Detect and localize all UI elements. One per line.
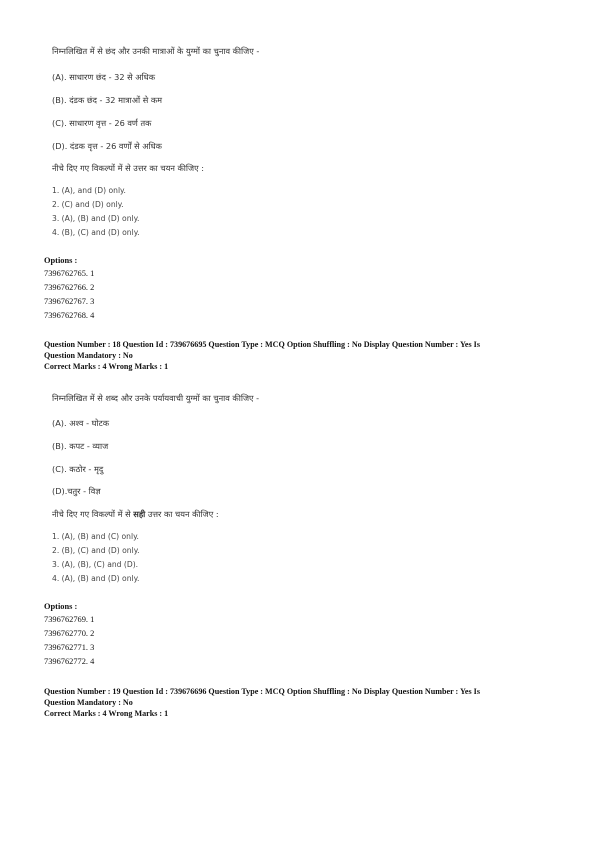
statement-a: (A). साधारण छंद - 32 से अधिक (52, 72, 155, 82)
question-meta (44, 339, 554, 372)
question-meta (44, 686, 554, 719)
option-id-1: 7396762765. 1 (44, 269, 95, 278)
statement-b: (B). कपट - व्याज (52, 441, 109, 451)
option-id-4: 7396762768. 4 (44, 311, 95, 320)
statement-c: (C). कठोर - मृदु (52, 464, 104, 474)
statement-b: (B). दंडक छंद - 32 मात्राओं से कम (52, 95, 163, 105)
question-marks: Correct Marks : 4 Wrong Marks : 1 (44, 709, 169, 718)
option-id-1: 7396762769. 1 (44, 615, 95, 624)
option-id-2: 7396762766. 2 (44, 283, 95, 292)
question-meta-line-1: Question Number : 18 Question Id : 739676695 Question Type : MCQ Option Shuffling : No Display Question Number : Yes Is (44, 340, 480, 349)
option-id-4: 7396762772. 4 (44, 657, 95, 666)
statement-a: (A). अश्व - घोटक (52, 418, 110, 428)
choice-2: 2. (C) and (D) only. (52, 200, 124, 209)
instruction-pre: नीचे दिए गए विकल्पों में से (52, 509, 134, 519)
answer-instruction: नीचे दिए गए विकल्पों में से उत्तर का चयन कीजिए : (52, 163, 204, 173)
answer-instruction (52, 509, 219, 520)
option-id-2: 7396762770. 2 (44, 629, 95, 638)
question-meta-line-1: Question Number : 19 Question Id : 739676696 Question Type : MCQ Option Shuffling : No Display Question Number : Yes Is (44, 687, 480, 696)
choice-1: 1. (A), and (D) only. (52, 186, 126, 195)
choice-4: 4. (B), (C) and (D) only. (52, 228, 140, 237)
options-label: Options : (44, 602, 78, 611)
option-id-3: 7396762767. 3 (44, 297, 95, 306)
choice-4: 4. (A), (B) and (D) only. (52, 574, 140, 583)
choice-3: 3. (A), (B) and (D) only. (52, 214, 140, 223)
option-id-3: 7396762771. 3 (44, 643, 95, 652)
choice-3: 3. (A), (B), (C) and (D). (52, 560, 139, 569)
statement-d: (D).चतुर - विज्ञ (52, 486, 101, 496)
choice-1: 1. (A), (B) and (C) only. (52, 532, 139, 541)
instruction-emphasis: सही (133, 509, 146, 519)
question-text: निम्नलिखित में से शब्द और उनके पर्यायवाची युग्मों का चुनाव कीजिए - (52, 393, 260, 403)
instruction-post: उत्तर का चयन कीजिए : (145, 509, 219, 519)
statement-c: (C). साधारण वृत्त - 26 वर्ण तक (52, 118, 152, 128)
question-meta-line-2: Question Mandatory : No (44, 351, 133, 360)
options-label: Options : (44, 256, 78, 265)
statement-d: (D). दंडक वृत्त - 26 वर्णों से अधिक (52, 141, 162, 151)
question-meta-line-2: Question Mandatory : No (44, 698, 133, 707)
question-text: निम्नलिखित में से छंद और उनकी मात्राओं के युग्मों का चुनाव कीजिए - (52, 46, 260, 56)
choice-2: 2. (B), (C) and (D) only. (52, 546, 140, 555)
question-marks: Correct Marks : 4 Wrong Marks : 1 (44, 362, 169, 371)
